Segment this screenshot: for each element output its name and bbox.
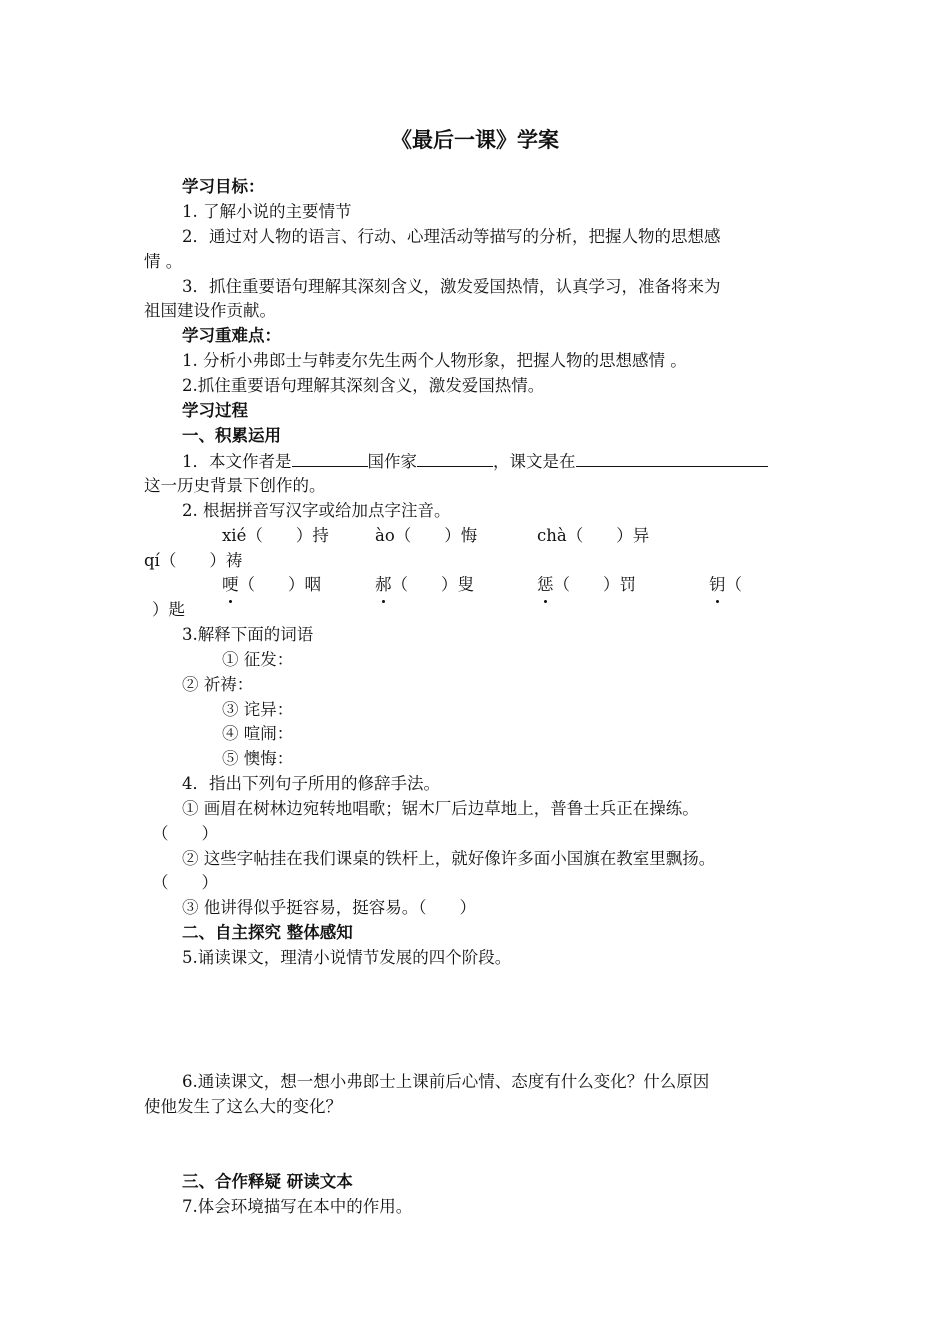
- goal-2-line2: 情 。: [144, 252, 183, 271]
- goal-3-line2: 祖国建设作贡献。: [144, 301, 276, 320]
- section-3-heading: 三、合作释疑 研读文本: [182, 1172, 353, 1191]
- goal-3-line1: 3．抓住重要语句理解其深刻含义，激发爱国热情，认真学习，准备将来为: [182, 277, 721, 296]
- q1-text-b: 国作家: [367, 452, 417, 471]
- pinyin-item-4: qí（ ）祷: [144, 551, 243, 570]
- question-3: 3.解释下面的词语: [182, 625, 314, 644]
- pinyin-item-2: ào（ ）悔: [375, 526, 478, 545]
- dotted-item-4-tail: ）匙: [152, 600, 185, 619]
- goals-heading: 学习目标：: [182, 177, 265, 196]
- dotted-rest: （: [725, 575, 742, 594]
- question-4: 4．指出下列句子所用的修辞手法。: [182, 774, 440, 793]
- sentence-1-answer: （ ）: [152, 824, 218, 843]
- key-point-2: 2.抓住重要语句理解其深刻含义，激发爱国热情。: [182, 376, 545, 395]
- sentence-2: ② 这些字帖挂在我们课桌的铁杆上，就好像许多面小国旗在教室里飘扬。: [182, 849, 716, 868]
- word-4: ④ 喧闹：: [222, 724, 294, 743]
- dotted-item-1: [222, 574, 321, 596]
- dotted-item-4: [709, 574, 742, 596]
- dotted-item-3: [537, 574, 636, 596]
- key-points-heading: 学习重难点：: [182, 326, 281, 345]
- q1-text-a: 1．本文作者是: [182, 452, 292, 471]
- goal-2-line1: 2．通过对人物的语言、行动、心理活动等描写的分析，把握人物的思想感: [182, 227, 721, 246]
- process-heading: 学习过程: [182, 401, 248, 420]
- question-1-line2: 这一历史背景下创作的。: [144, 476, 326, 495]
- key-point-1: 1. 分析小弗郎士与韩麦尔先生两个人物形象，把握人物的思想感情 。: [182, 351, 687, 370]
- question-2: 2. 根据拼音写汉字或给加点字注音。: [182, 501, 451, 520]
- question-6-line2: 使他发生了这么大的变化？: [144, 1097, 342, 1116]
- dotted-char: 郝: [375, 575, 392, 594]
- section-1-heading: 一、积累运用: [182, 426, 281, 445]
- word-5: ⑤ 懊悔：: [222, 749, 294, 768]
- question-6-line1: 6.通读课文，想一想小弗郎士上课前后心情、态度有什么变化？什么原因: [182, 1072, 710, 1091]
- dotted-char: 惩: [537, 575, 554, 594]
- q1-text-c: ，课文是在: [493, 452, 576, 471]
- country-blank[interactable]: [417, 450, 493, 467]
- sentence-2-answer: （ ）: [152, 873, 218, 892]
- pinyin-item-1: xié（ ）持: [222, 526, 329, 545]
- question-5: 5.诵读课文，理清小说情节发展的四个阶段。: [182, 948, 512, 967]
- sentence-3: ③ 他讲得似乎挺容易，挺容易。（ ）: [182, 898, 476, 917]
- word-2: ② 祈祷：: [182, 675, 254, 694]
- pinyin-item-3: chà（ ）异: [537, 526, 650, 545]
- background-blank[interactable]: [576, 450, 768, 467]
- question-1-line1: [182, 450, 768, 473]
- dotted-rest: （ ）叟: [391, 575, 474, 594]
- goal-1: 1. 了解小说的主要情节: [182, 202, 352, 221]
- dotted-item-2: [375, 574, 474, 596]
- section-2-heading: 二、自主探究 整体感知: [182, 923, 353, 942]
- sentence-1: ① 画眉在树林边宛转地唱歌；锯木厂后边草地上，普鲁士兵正在操练。: [182, 799, 699, 818]
- page-title: 《最后一课》学案: [391, 128, 559, 152]
- dotted-rest: （ ）咽: [238, 575, 321, 594]
- dotted-rest: （ ）罚: [553, 575, 636, 594]
- author-blank[interactable]: [292, 450, 368, 467]
- word-3: ③ 诧异：: [222, 700, 294, 719]
- dotted-char: 钥: [709, 575, 726, 594]
- word-1: ① 征发：: [222, 650, 294, 669]
- question-7: 7.体会环境描写在本中的作用。: [182, 1197, 413, 1216]
- dotted-char: 哽: [222, 575, 239, 594]
